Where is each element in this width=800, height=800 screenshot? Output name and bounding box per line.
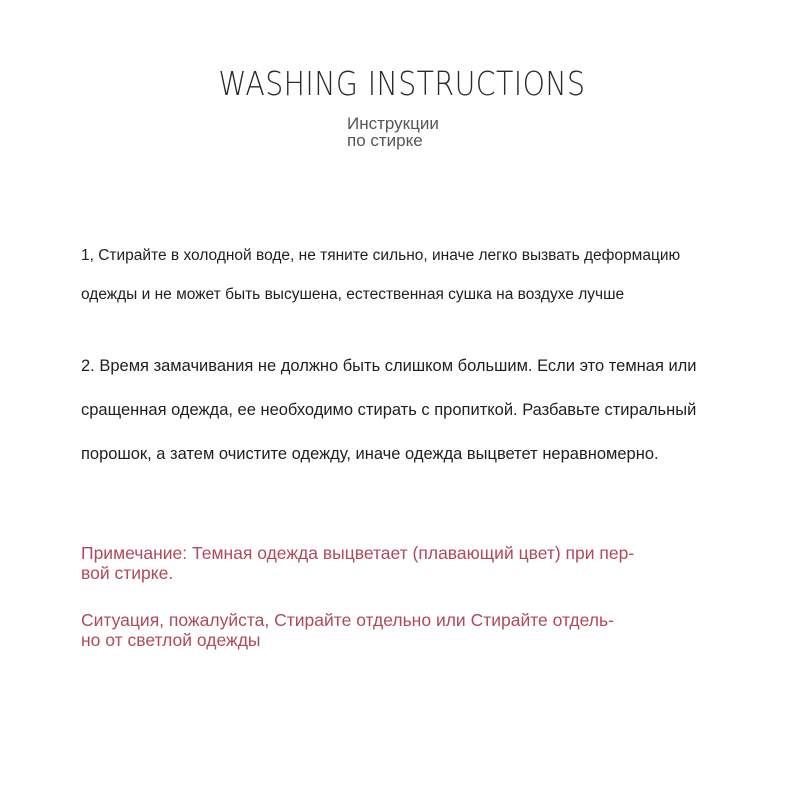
note-line: Примечание: Темная одежда выцветает (плавающий цвет) при пер- <box>81 543 635 563</box>
subtitle <box>347 115 439 149</box>
instruction-line: 1, Стирайте в холодной воде, не тяните сильно, иначе легко вызвать деформацию <box>81 247 681 264</box>
note-line: Ситуация, пожалуйста, Стирайте отдельно или Стирайте отдель- <box>81 610 614 630</box>
instruction-line: порошок, а затем очистите одежду, иначе одежда выцветет неравномерно. <box>81 445 659 463</box>
instruction-line: сращенная одежда, ее необходимо стирать с пропиткой. Разбавьте стиральный <box>81 401 697 419</box>
instruction-line: 2. Время замачивания не должно быть слишком большим. Если это темная или <box>81 357 697 375</box>
subtitle-line: Инструкции <box>347 114 439 133</box>
page-title: WASHING INSTRUCTIONS <box>218 64 586 103</box>
instruction-2 <box>81 344 697 476</box>
note-line: но от светлой одежды <box>81 630 261 650</box>
note-wash-separately <box>81 610 614 650</box>
instruction-1 <box>81 236 680 314</box>
instruction-line: одежды и не может быть высушена, естественная сушка на воздухе лучше <box>81 286 625 303</box>
subtitle-line: по стирке <box>347 131 423 150</box>
note-dark-clothes <box>81 543 634 583</box>
note-line: вой стирке. <box>81 563 174 583</box>
